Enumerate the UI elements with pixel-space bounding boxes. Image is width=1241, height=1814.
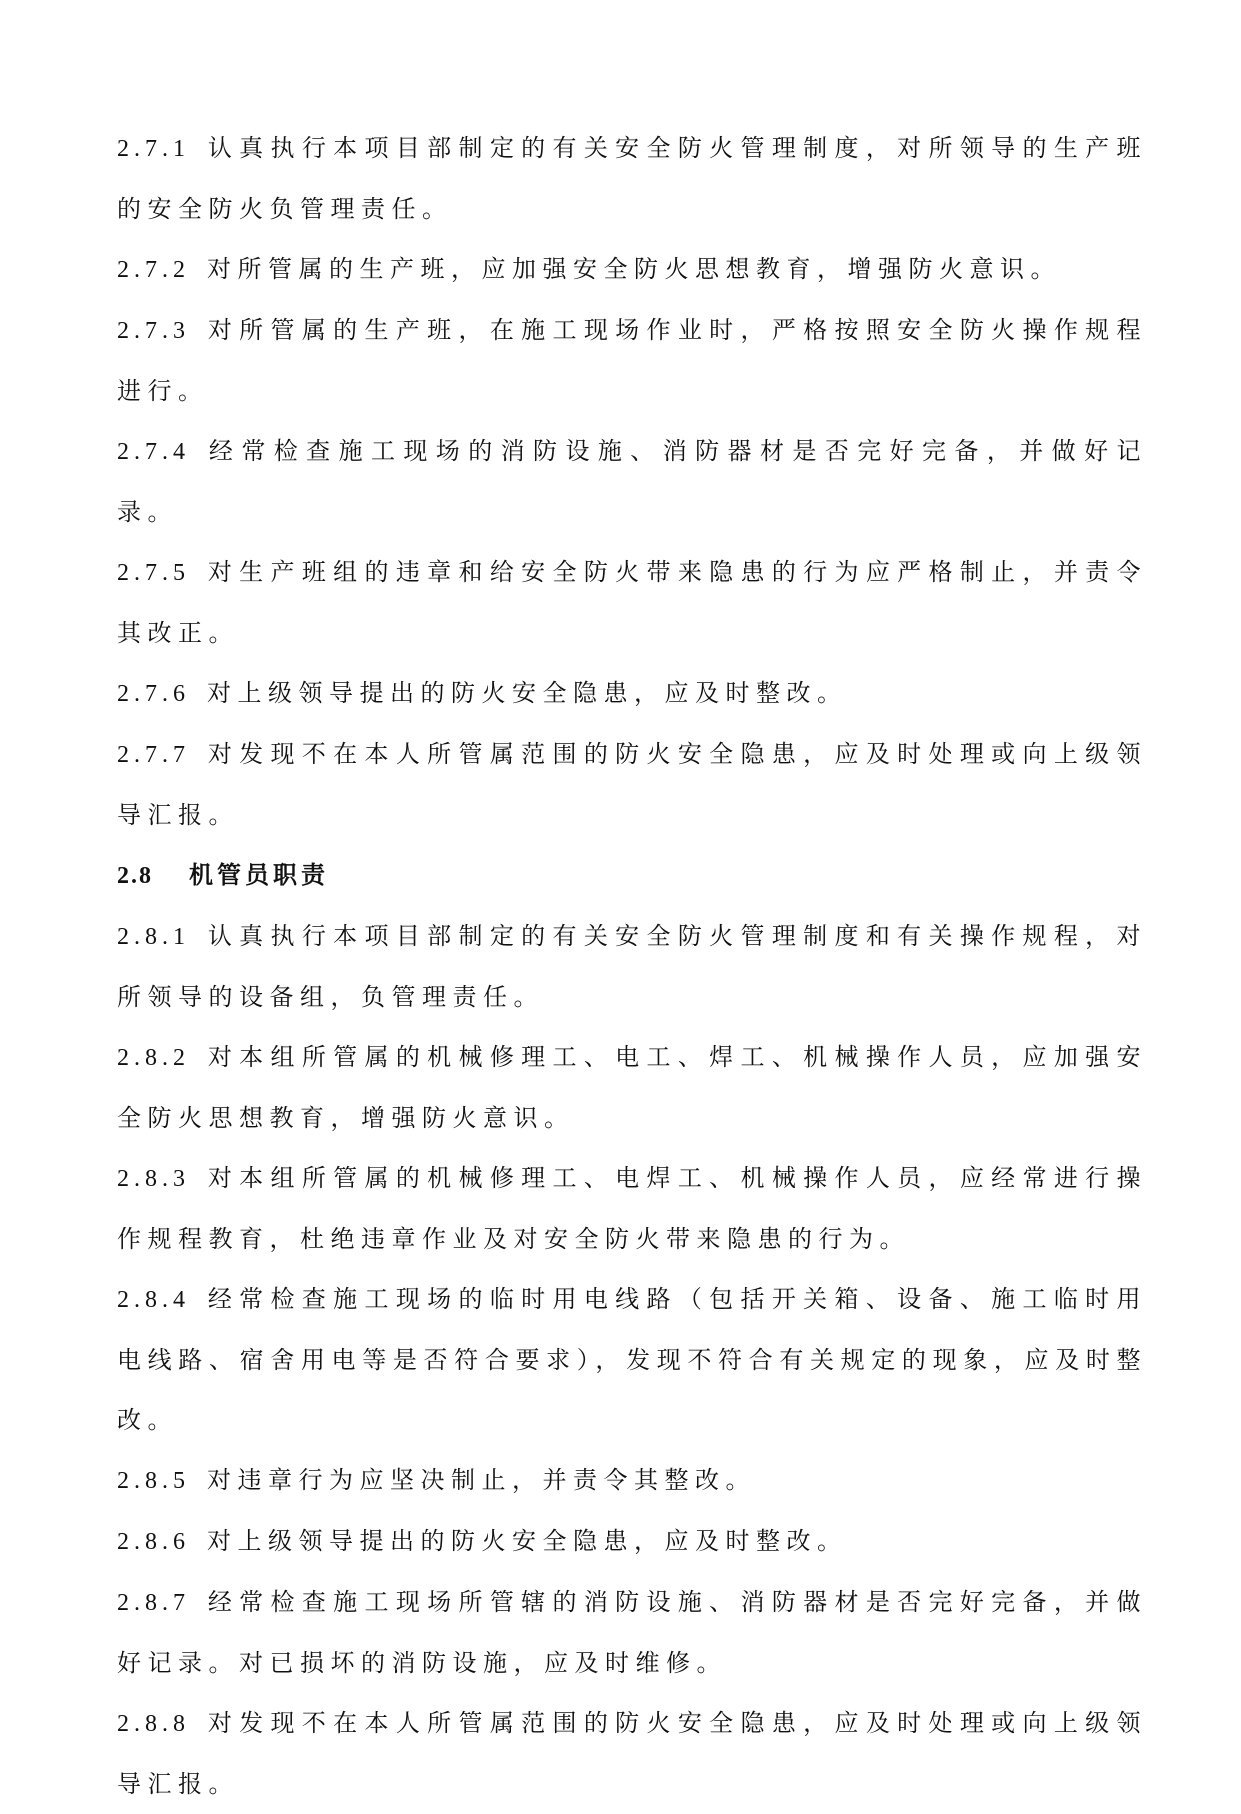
paragraph-text: 对生产班组的违章和给安全防火带来隐患的行为应严格制止，并责令其改正。 — [117, 558, 1147, 647]
paragraph-text: 对发现不在本人所管属范围的防火安全隐患，应及时处理或向上级领导汇报。 — [117, 740, 1147, 829]
section-title: 机管员职责 — [189, 860, 329, 889]
paragraph-2-8-4 — [117, 1269, 1147, 1450]
paragraph-2-8-1 — [117, 906, 1147, 1027]
paragraph-text: 对违章行为应坚决制止，并责令其整改。 — [207, 1466, 756, 1494]
document-body — [117, 118, 1147, 1814]
paragraph-number: 2.7.6 — [117, 681, 190, 707]
paragraph-text: 对本组所管属的机械修理工、电工、焊工、机械操作人员，应加强安全防火思想教育，增强防火意识。 — [117, 1043, 1147, 1132]
paragraph-2-7-5 — [117, 542, 1147, 663]
paragraph-number: 2.8.5 — [117, 1468, 190, 1494]
paragraph-text: 经常检查施工现场所管辖的消防设施、消防器材是否完好完备，并做好记录。对已损坏的消防设施，应及时维修。 — [117, 1588, 1147, 1677]
paragraph-2-7-4 — [117, 421, 1147, 542]
paragraph-text: 经常检查施工现场的消防设施、消防器材是否完好完备，并做好记录。 — [117, 437, 1147, 526]
paragraph-number: 2.8.8 — [117, 1711, 190, 1737]
paragraph-number: 2.7.3 — [117, 318, 190, 344]
paragraph-text: 对发现不在本人所管属范围的防火安全隐患，应及时处理或向上级领导汇报。 — [117, 1709, 1147, 1798]
paragraph-text: 对本组所管属的机械修理工、电焊工、机械操作人员，应经常进行操作规程教育，杜绝违章作业及对安全防火带来隐患的行为。 — [117, 1164, 1147, 1253]
paragraph-number: 2.8.3 — [117, 1166, 190, 1192]
paragraph-2-7-2 — [117, 239, 1147, 300]
paragraph-text: 对上级领导提出的防火安全隐患，应及时整改。 — [207, 679, 848, 707]
paragraph-2-7-7 — [117, 724, 1147, 845]
paragraph-number: 2.8.2 — [117, 1045, 190, 1071]
paragraph-2-7-3 — [117, 300, 1147, 421]
paragraph-2-7-6 — [117, 663, 1147, 724]
paragraph-number: 2.8.1 — [117, 924, 190, 950]
paragraph-number: 2.7.4 — [117, 439, 190, 465]
paragraph-number: 2.8.6 — [117, 1529, 190, 1555]
section-heading — [117, 845, 1147, 906]
paragraph-2-8-5 — [117, 1450, 1147, 1511]
paragraph-text: 对所管属的生产班，在施工现场作业时，严格按照安全防火操作规程进行。 — [117, 316, 1147, 405]
paragraph-number: 2.7.1 — [117, 136, 190, 162]
paragraph-text: 对所管属的生产班，应加强安全防火思想教育，增强防火意识。 — [207, 255, 1061, 283]
paragraph-2-8-2 — [117, 1027, 1147, 1148]
paragraph-2-8-7 — [117, 1572, 1147, 1693]
paragraph-2-8-3 — [117, 1148, 1147, 1269]
paragraph-text: 对上级领导提出的防火安全隐患，应及时整改。 — [207, 1527, 848, 1555]
paragraph-number: 2.8.7 — [117, 1590, 190, 1616]
paragraph-text: 认真执行本项目部制定的有关安全防火管理制度和有关操作规程，对所领导的设备组，负管理责任。 — [117, 922, 1147, 1011]
paragraph-number: 2.7.5 — [117, 560, 190, 586]
section-number: 2.8 — [117, 863, 153, 889]
paragraph-number: 2.8.4 — [117, 1287, 190, 1313]
paragraph-2-8-6 — [117, 1511, 1147, 1572]
paragraph-number: 2.7.7 — [117, 742, 190, 768]
paragraph-text: 认真执行本项目部制定的有关安全防火管理制度，对所领导的生产班的安全防火负管理责任。 — [117, 134, 1147, 223]
paragraph-text: 经常检查施工现场的临时用电线路（包括开关箱、设备、施工临时用电线路、宿舍用电等是否符合要求），发现不符合有关规定的现象，应及时整改。 — [117, 1285, 1147, 1434]
paragraph-number: 2.7.2 — [117, 257, 190, 283]
paragraph-2-7-1 — [117, 118, 1147, 239]
